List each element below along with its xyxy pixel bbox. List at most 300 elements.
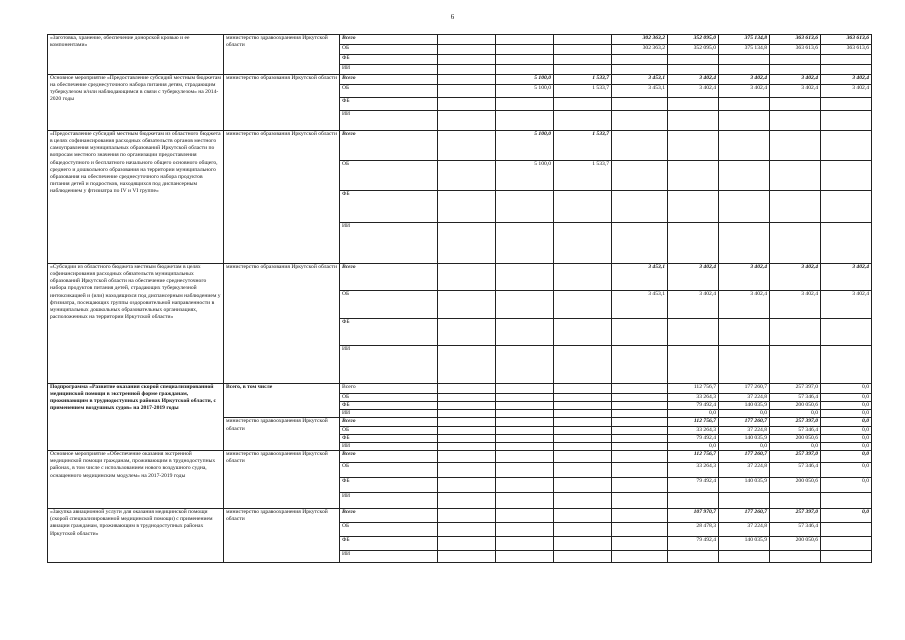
amount-cell <box>612 451 668 463</box>
amount-cell <box>612 223 668 264</box>
amount-cell: 363 613,6 <box>821 35 872 45</box>
amount-cell <box>554 111 612 131</box>
funding-source: ОБ <box>340 394 438 402</box>
amount-cell <box>438 346 496 384</box>
amount-cell <box>496 426 554 434</box>
amount-cell: 3 402,4 <box>821 291 872 319</box>
amount-cell: 0,0 <box>821 394 872 402</box>
amount-cell <box>496 191 554 223</box>
measure-name: «Закупка авиационной услуги для оказания медицинской помощи (скорой специализированной медицинской помощи) с применением авиации гражданам, проживающим в труднодоступных районах Иркутской области» <box>48 509 224 563</box>
amount-cell <box>554 55 612 65</box>
amount-cell: 28 478,3 <box>668 523 719 537</box>
amount-cell: 0,0 <box>719 442 770 450</box>
table-row <box>48 384 872 394</box>
amount-cell <box>438 442 496 450</box>
amount-cell <box>612 442 668 450</box>
amount-cell <box>668 111 719 131</box>
amount-cell <box>668 131 719 161</box>
funding-source: ИИ <box>340 346 438 384</box>
funding-source: ИИ <box>340 410 438 418</box>
amount-cell: 177 260,7 <box>719 384 770 394</box>
amount-cell <box>668 493 719 509</box>
amount-cell <box>821 65 872 75</box>
amount-cell <box>821 551 872 563</box>
amount-cell <box>668 191 719 223</box>
amount-cell <box>554 478 612 493</box>
funding-source: ИИ <box>340 111 438 131</box>
amount-cell: 3 402,4 <box>668 291 719 319</box>
amount-cell: 0,0 <box>821 451 872 463</box>
amount-cell <box>496 65 554 75</box>
amount-cell <box>438 478 496 493</box>
amount-cell: 1 533,7 <box>554 75 612 85</box>
amount-cell <box>554 402 612 410</box>
amount-cell <box>554 442 612 450</box>
amount-cell: 363 613,6 <box>821 45 872 55</box>
funding-source: Всего <box>340 509 438 523</box>
amount-cell <box>554 346 612 384</box>
amount-cell <box>668 98 719 111</box>
responsible-executor: министерство здравоохранения Иркутской области <box>224 418 340 451</box>
amount-cell <box>612 111 668 131</box>
amount-cell <box>496 55 554 65</box>
measure-name: Подпрограмма «Развитие оказания скорой специализированной медицинской помощи в экстренной форме гражданам, проживающим в труднодоступных районах Иркутской области, с применением воздушных судов» на 2017-2019 годы <box>48 384 224 451</box>
amount-cell <box>612 509 668 523</box>
amount-cell <box>612 98 668 111</box>
amount-cell: 3 402,4 <box>821 264 872 291</box>
amount-cell <box>438 98 496 111</box>
amount-cell <box>719 131 770 161</box>
amount-cell <box>770 98 821 111</box>
amount-cell <box>770 131 821 161</box>
amount-cell <box>438 493 496 509</box>
amount-cell: 3 402,4 <box>770 75 821 85</box>
amount-cell: 5 100,0 <box>496 161 554 191</box>
amount-cell: 3 402,4 <box>719 75 770 85</box>
table-row <box>48 451 872 463</box>
funding-source: ИИ <box>340 223 438 264</box>
table-row <box>48 264 872 291</box>
amount-cell <box>770 111 821 131</box>
measure-name: Основное мероприятие «Обеспечение оказания экстренной медицинской помощи гражданам, проживающим в труднодоступных районах, в том числе с использованием нового воздушного судна, оснащенного медицинским модулем» на 2017-2019 годы <box>48 451 224 509</box>
funding-source: Всего <box>340 451 438 463</box>
amount-cell <box>496 35 554 45</box>
amount-cell <box>554 493 612 509</box>
amount-cell: 0,0 <box>821 442 872 450</box>
amount-cell <box>821 98 872 111</box>
amount-cell <box>719 319 770 346</box>
amount-cell <box>496 509 554 523</box>
amount-cell <box>496 493 554 509</box>
measure-name: «Заготовка, хранение, обеспечение донорской кровью и ее компонентами» <box>48 35 224 75</box>
amount-cell: 37 224,8 <box>719 426 770 434</box>
amount-cell <box>554 551 612 563</box>
amount-cell <box>496 98 554 111</box>
amount-cell <box>438 418 496 426</box>
amount-cell <box>821 537 872 551</box>
funding-source: ОБ <box>340 161 438 191</box>
amount-cell <box>770 551 821 563</box>
amount-cell <box>770 55 821 65</box>
amount-cell <box>438 85 496 98</box>
amount-cell <box>438 161 496 191</box>
amount-cell <box>554 537 612 551</box>
amount-cell: 140 035,9 <box>719 478 770 493</box>
amount-cell <box>438 55 496 65</box>
amount-cell: 200 050,6 <box>770 434 821 442</box>
amount-cell <box>612 55 668 65</box>
funding-source: ФБ <box>340 537 438 551</box>
amount-cell <box>438 131 496 161</box>
amount-cell <box>719 493 770 509</box>
amount-cell <box>554 98 612 111</box>
amount-cell: 107 970,7 <box>668 509 719 523</box>
funding-source: ИИ <box>340 493 438 509</box>
amount-cell: 140 035,9 <box>719 402 770 410</box>
amount-cell <box>821 111 872 131</box>
amount-cell <box>719 346 770 384</box>
amount-cell <box>612 551 668 563</box>
funding-source: Всего <box>340 264 438 291</box>
amount-cell: 3 453,1 <box>612 75 668 85</box>
amount-cell <box>668 65 719 75</box>
amount-cell <box>770 65 821 75</box>
amount-cell <box>612 523 668 537</box>
funding-source: ФБ <box>340 191 438 223</box>
amount-cell <box>496 451 554 463</box>
measure-name: Основное мероприятие «Предоставление субсидий местным бюджетам на обеспечение среднесуточного набора питания детям, страдающим туберкулезом и/или наблюдающимся в связи с туберкулезом» на 2014-2020 годы <box>48 75 224 131</box>
amount-cell <box>496 45 554 55</box>
amount-cell <box>612 394 668 402</box>
funding-source: ОБ <box>340 426 438 434</box>
amount-cell <box>719 98 770 111</box>
amount-cell: 3 402,4 <box>668 85 719 98</box>
amount-cell <box>612 410 668 418</box>
amount-cell <box>821 523 872 537</box>
amount-cell <box>438 426 496 434</box>
amount-cell <box>612 384 668 394</box>
amount-cell <box>496 319 554 346</box>
amount-cell: 0,0 <box>668 442 719 450</box>
amount-cell: 3 402,4 <box>770 291 821 319</box>
amount-cell <box>438 45 496 55</box>
amount-cell <box>554 463 612 478</box>
responsible-executor: министерство образования Иркутской области <box>224 75 340 131</box>
funding-source: ФБ <box>340 478 438 493</box>
amount-cell <box>554 191 612 223</box>
amount-cell <box>554 384 612 394</box>
amount-cell <box>496 384 554 394</box>
amount-cell: 140 035,9 <box>719 537 770 551</box>
amount-cell <box>612 191 668 223</box>
table-row <box>48 131 872 161</box>
page-number: 6 <box>450 13 455 21</box>
amount-cell <box>554 509 612 523</box>
amount-cell: 0,0 <box>770 442 821 450</box>
amount-cell: 112 756,7 <box>668 451 719 463</box>
amount-cell <box>668 55 719 65</box>
amount-cell: 57 346,4 <box>770 463 821 478</box>
funding-source: ФБ <box>340 55 438 65</box>
amount-cell <box>496 111 554 131</box>
amount-cell <box>496 264 554 291</box>
amount-cell <box>719 65 770 75</box>
amount-cell: 3 402,4 <box>668 264 719 291</box>
amount-cell <box>821 55 872 65</box>
amount-cell <box>554 319 612 346</box>
amount-cell <box>770 191 821 223</box>
amount-cell <box>719 551 770 563</box>
amount-cell <box>554 410 612 418</box>
amount-cell: 37 224,8 <box>719 523 770 537</box>
amount-cell: 1 533,7 <box>554 161 612 191</box>
amount-cell <box>554 65 612 75</box>
amount-cell: 57 346,4 <box>770 523 821 537</box>
amount-cell: 177 260,7 <box>719 418 770 426</box>
amount-cell <box>438 434 496 442</box>
amount-cell <box>770 319 821 346</box>
amount-cell <box>554 223 612 264</box>
amount-cell: 3 402,4 <box>770 264 821 291</box>
responsible-executor: министерство образования Иркутской области <box>224 131 340 264</box>
amount-cell: 0,0 <box>821 426 872 434</box>
amount-cell <box>612 319 668 346</box>
amount-cell <box>719 191 770 223</box>
funding-source: ФБ <box>340 98 438 111</box>
amount-cell: 37 224,8 <box>719 394 770 402</box>
amount-cell <box>438 384 496 394</box>
amount-cell: 0,0 <box>821 478 872 493</box>
amount-cell <box>612 161 668 191</box>
amount-cell <box>438 35 496 45</box>
amount-cell: 0,0 <box>821 410 872 418</box>
amount-cell <box>496 537 554 551</box>
amount-cell: 200 050,6 <box>770 402 821 410</box>
amount-cell: 79 492,4 <box>668 537 719 551</box>
amount-cell <box>612 131 668 161</box>
amount-cell: 3 453,1 <box>612 291 668 319</box>
amount-cell <box>612 493 668 509</box>
amount-cell <box>719 161 770 191</box>
funding-source: ФБ <box>340 402 438 410</box>
amount-cell <box>496 418 554 426</box>
amount-cell <box>496 346 554 384</box>
amount-cell <box>554 451 612 463</box>
amount-cell <box>438 410 496 418</box>
amount-cell <box>612 537 668 551</box>
amount-cell <box>612 478 668 493</box>
funding-source: ФБ <box>340 434 438 442</box>
funding-source: ОБ <box>340 291 438 319</box>
amount-cell: 79 492,4 <box>668 478 719 493</box>
amount-cell: 3 453,1 <box>612 85 668 98</box>
amount-cell <box>438 551 496 563</box>
amount-cell <box>668 551 719 563</box>
amount-cell <box>612 418 668 426</box>
amount-cell <box>821 161 872 191</box>
budget-table <box>47 34 872 563</box>
amount-cell: 0,0 <box>821 384 872 394</box>
funding-source: Всего <box>340 418 438 426</box>
amount-cell <box>821 191 872 223</box>
funding-source: Всего <box>340 35 438 45</box>
amount-cell <box>668 161 719 191</box>
amount-cell <box>719 55 770 65</box>
amount-cell: 302 363,2 <box>612 45 668 55</box>
funding-source: ОБ <box>340 85 438 98</box>
amount-cell <box>496 523 554 537</box>
amount-cell <box>770 346 821 384</box>
responsible-executor: Всего, в том числе <box>224 384 340 418</box>
amount-cell <box>496 223 554 264</box>
amount-cell: 0,0 <box>821 434 872 442</box>
amount-cell <box>438 463 496 478</box>
table-row <box>48 75 872 85</box>
amount-cell <box>719 111 770 131</box>
amount-cell <box>668 346 719 384</box>
amount-cell: 0,0 <box>719 410 770 418</box>
amount-cell <box>821 131 872 161</box>
amount-cell: 375 134,8 <box>719 35 770 45</box>
funding-source: ФБ <box>340 319 438 346</box>
amount-cell: 3 402,4 <box>719 85 770 98</box>
amount-cell <box>821 223 872 264</box>
amount-cell <box>554 426 612 434</box>
amount-cell: 1 533,7 <box>554 85 612 98</box>
amount-cell <box>821 319 872 346</box>
table-row <box>48 509 872 523</box>
amount-cell <box>668 319 719 346</box>
funding-source: ИИ <box>340 65 438 75</box>
amount-cell <box>554 394 612 402</box>
amount-cell: 5 100,0 <box>496 75 554 85</box>
amount-cell: 0,0 <box>821 402 872 410</box>
amount-cell: 5 100,0 <box>496 131 554 161</box>
amount-cell: 0,0 <box>821 509 872 523</box>
amount-cell <box>554 291 612 319</box>
amount-cell <box>821 493 872 509</box>
amount-cell <box>438 111 496 131</box>
amount-cell: 200 050,6 <box>770 478 821 493</box>
amount-cell: 3 402,4 <box>719 291 770 319</box>
amount-cell: 37 224,8 <box>719 463 770 478</box>
amount-cell <box>496 551 554 563</box>
amount-cell <box>438 65 496 75</box>
amount-cell: 302 363,2 <box>612 35 668 45</box>
responsible-executor: министерство здравоохранения Иркутской области <box>224 509 340 563</box>
amount-cell <box>438 537 496 551</box>
amount-cell: 257 397,0 <box>770 451 821 463</box>
amount-cell <box>496 394 554 402</box>
funding-source: ОБ <box>340 45 438 55</box>
responsible-executor: министерство здравоохранения Иркутской области <box>224 451 340 509</box>
amount-cell: 57 346,4 <box>770 394 821 402</box>
amount-cell: 177 260,7 <box>719 451 770 463</box>
amount-cell <box>554 418 612 426</box>
amount-cell <box>496 434 554 442</box>
funding-source: ОБ <box>340 463 438 478</box>
amount-cell: 3 402,4 <box>668 75 719 85</box>
amount-cell: 257 397,0 <box>770 509 821 523</box>
amount-cell <box>496 291 554 319</box>
amount-cell: 3 402,4 <box>821 85 872 98</box>
amount-cell <box>554 523 612 537</box>
measure-name: «Субсидии из областного бюджета местным бюджетам в целях софинансирования расходных обязательств муниципальных образований Иркутской области на обеспечение среднесуточного набора продуктов питания детей, страдающих туберкулезной интоксикацией и (или) находящихся под диспансерным наблюдением у фтизиатра, посещающих группы оздоровительной направленности в муниципальных дошкольных образовательных организациях, расположенных на территории Иркутской области» <box>48 264 224 384</box>
amount-cell <box>438 191 496 223</box>
amount-cell <box>612 346 668 384</box>
amount-cell <box>496 478 554 493</box>
measure-name: «Предоставление субсидий местным бюджетам из областного бюджета в целях софинансирования расходных обязательств органов местного самоуправления муниципальных образований Иркутской области по вопросам местного значения по организации предоставления общедоступного и бесплатного начального общего основного общего, среднего и дошкольного образования на территории муниципального образования на обеспечение среднесуточного набора продуктов питания детей и подростков, находящихся под диспансерным наблюдением у фтизиатра по IV и VI группе» <box>48 131 224 264</box>
amount-cell: 0,0 <box>821 418 872 426</box>
responsible-executor: министерство образования Иркутской области <box>224 264 340 384</box>
amount-cell <box>496 402 554 410</box>
amount-cell <box>554 434 612 442</box>
amount-cell: 363 613,6 <box>770 45 821 55</box>
amount-cell: 363 613,6 <box>770 35 821 45</box>
amount-cell: 79 492,4 <box>668 434 719 442</box>
amount-cell <box>770 223 821 264</box>
amount-cell <box>438 264 496 291</box>
amount-cell <box>438 451 496 463</box>
amount-cell <box>496 442 554 450</box>
amount-cell <box>770 493 821 509</box>
amount-cell <box>438 523 496 537</box>
amount-cell: 79 492,4 <box>668 402 719 410</box>
amount-cell <box>496 463 554 478</box>
responsible-executor: министерство здравоохранения Иркутской области <box>224 35 340 75</box>
amount-cell <box>438 509 496 523</box>
amount-cell: 3 402,4 <box>770 85 821 98</box>
amount-cell <box>554 35 612 45</box>
amount-cell: 112 756,7 <box>668 384 719 394</box>
amount-cell <box>612 434 668 442</box>
amount-cell: 177 260,7 <box>719 509 770 523</box>
amount-cell <box>438 223 496 264</box>
amount-cell: 0,0 <box>821 463 872 478</box>
amount-cell <box>438 75 496 85</box>
funding-source: ИИ <box>340 551 438 563</box>
amount-cell: 33 264,3 <box>668 394 719 402</box>
amount-cell <box>612 402 668 410</box>
amount-cell <box>438 319 496 346</box>
amount-cell: 375 134,8 <box>719 45 770 55</box>
amount-cell <box>438 394 496 402</box>
funding-source: ОБ <box>340 523 438 537</box>
amount-cell <box>554 45 612 55</box>
funding-source: Всего <box>340 131 438 161</box>
amount-cell: 112 756,7 <box>668 418 719 426</box>
amount-cell: 5 100,0 <box>496 85 554 98</box>
amount-cell <box>438 402 496 410</box>
funding-source: ИИ <box>340 442 438 450</box>
amount-cell <box>719 223 770 264</box>
amount-cell: 140 035,9 <box>719 434 770 442</box>
amount-cell: 33 264,3 <box>668 463 719 478</box>
funding-source: Всего <box>340 75 438 85</box>
amount-cell: 200 050,6 <box>770 537 821 551</box>
amount-cell: 3 402,4 <box>719 264 770 291</box>
funding-source: Всего <box>340 384 438 394</box>
amount-cell: 3 453,1 <box>612 264 668 291</box>
amount-cell <box>438 291 496 319</box>
amount-cell: 33 264,3 <box>668 426 719 434</box>
amount-cell: 0,0 <box>668 410 719 418</box>
amount-cell: 257 397,0 <box>770 418 821 426</box>
amount-cell: 0,0 <box>770 410 821 418</box>
table-row <box>48 35 872 45</box>
amount-cell <box>612 463 668 478</box>
amount-cell <box>770 161 821 191</box>
